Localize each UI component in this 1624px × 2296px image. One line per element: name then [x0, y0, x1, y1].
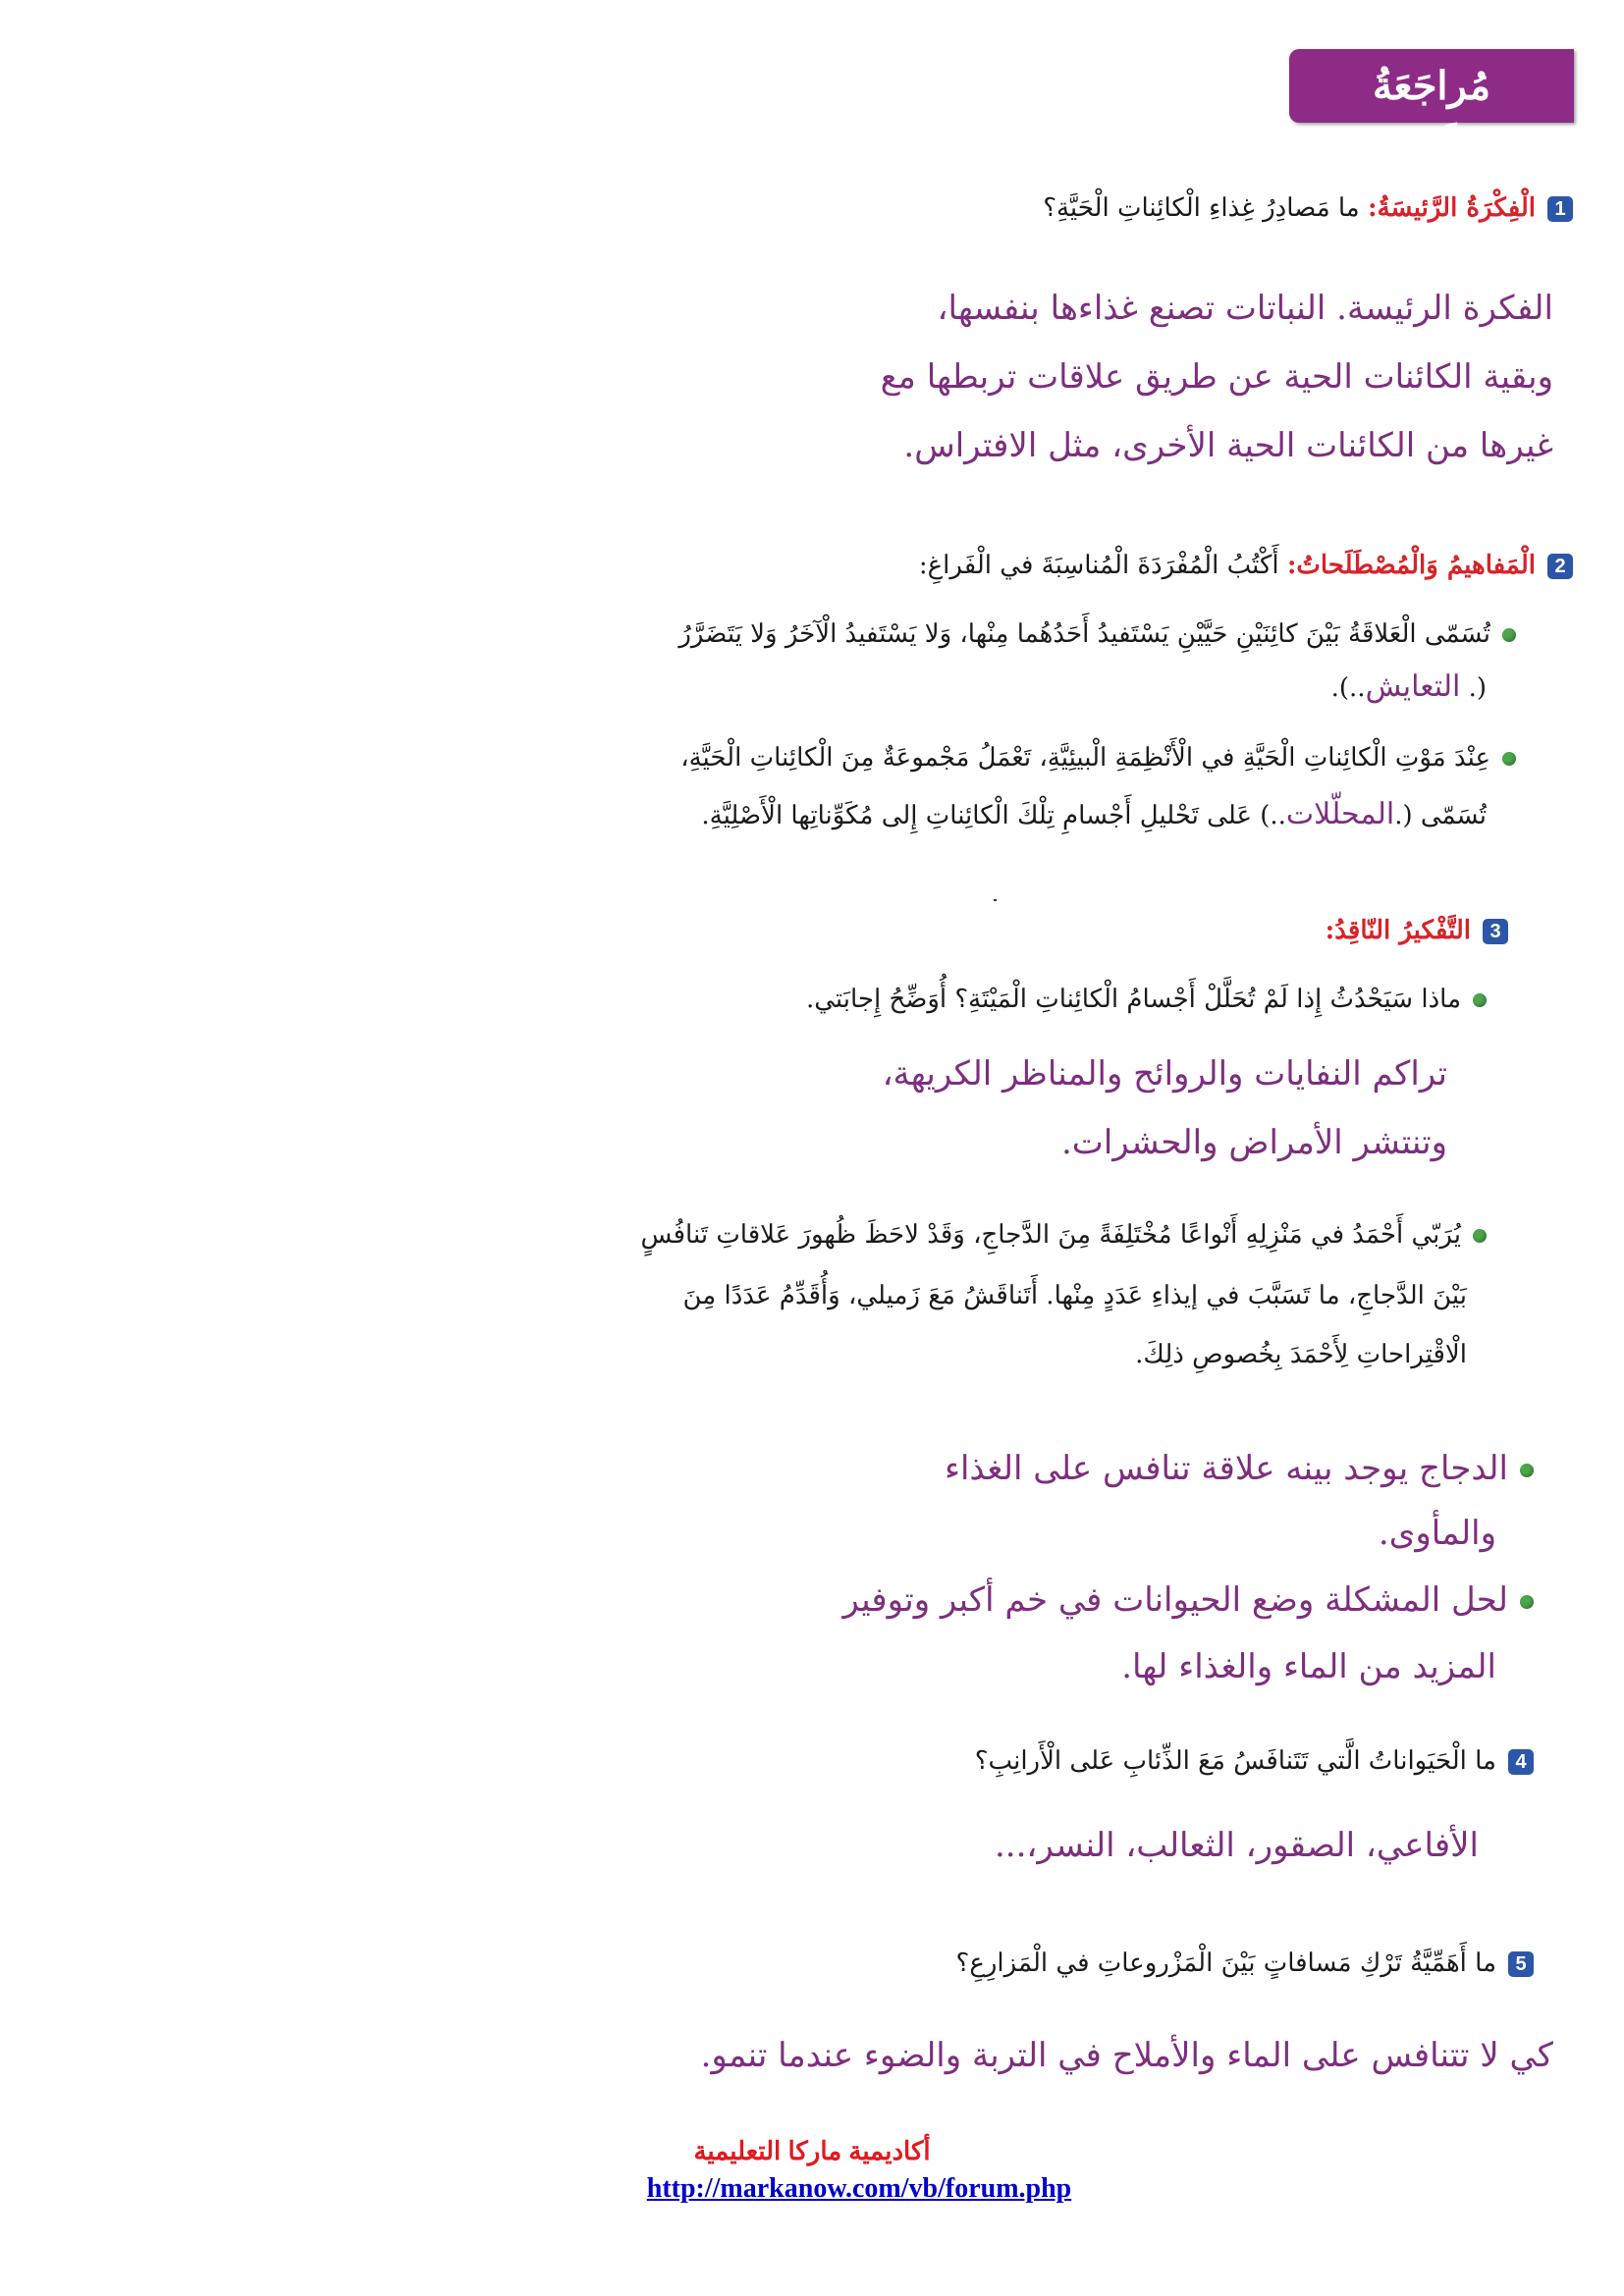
- question-number-badge: 2: [1547, 554, 1573, 579]
- answer-line: تراكم النفايات والروائح والمناظر الكريهة،: [882, 1054, 1447, 1094]
- answer-line: الفكرة الرئيسة. النباتات تصنع غذاءها بنفسها،: [937, 289, 1553, 328]
- stray-mark: [994, 899, 997, 901]
- bullet-icon: [1473, 1229, 1487, 1243]
- bullet-icon: [1520, 1464, 1534, 1477]
- item-text: عِنْدَ مَوْتِ الْكائِناتِ الْحَيَّةِ في الْأَنْظِمَةِ الْبيئِيَّةِ، تَعْمَلُ مَجْموعَةٌ مِنَ الْكائِناتِ الْحَيَّةِ،: [680, 743, 1490, 773]
- fill-answer: المحلّلات: [1285, 797, 1395, 831]
- bullet-icon: [1502, 752, 1516, 766]
- question-5: [956, 1942, 1534, 1985]
- fill-pre: تُسَمّى (.: [1394, 801, 1487, 830]
- fill-post: ..) عَلى تَحْليلِ أَجْسامِ تِلْكَ الْكائِناتِ إِلى مُكَوِّناتِها الْأَصْلِيَّةِ.: [701, 801, 1286, 830]
- answer-text: الدجاج يوجد بينه علاقة تنافس على الغذاء: [944, 1449, 1508, 1488]
- answer-item: [842, 1567, 1534, 1633]
- question-label: التَّفْكيرُ النّاقِدُ:: [1325, 916, 1471, 945]
- bullet-icon: [1502, 628, 1516, 642]
- question-text: ما الْحَيَواناتُ الَّتي تَتَنافَسُ مَعَ الذِّئابِ عَلى الْأَرانِبِ؟: [974, 1746, 1496, 1776]
- critical-item: [640, 1213, 1487, 1256]
- bullet-icon: [1520, 1595, 1534, 1609]
- bullet-icon: [1473, 993, 1487, 1007]
- question-text: ما أَهَمِّيَّةُ تَرْكِ مَسافاتٍ بَيْنَ الْمَزْروعاتِ في الْمَزارِعِ؟: [955, 1949, 1496, 1978]
- question-label: الْمَفاهيمُ وَالْمُصْطَلَحاتُ:: [1286, 551, 1536, 580]
- fill-answer: التعايش: [1365, 669, 1461, 704]
- fill-close: ..).: [1330, 673, 1366, 703]
- answer-line: وبقية الكائنات الحية عن طريق علاقات تربطها مع: [880, 357, 1553, 397]
- answer-line: غيرها من الكائنات الحية الأخرى، مثل الافتراس.: [903, 426, 1553, 465]
- fill-blank-line: [701, 793, 1487, 837]
- answer-line: الأفاعي، الصقور، الثعالب، النسر،...: [994, 1826, 1479, 1865]
- item-text-line: بَيْنَ الدَّجاجِ، ما تَسَبَّبَ في إيذاءِ عَدَدٍ مِنْها. أَتَناقَشُ مَعَ زَميلي، وَأُقَدِّمُ عَدَدًا مِنَ: [682, 1281, 1467, 1310]
- answer-item: [945, 1435, 1534, 1502]
- question-2: [919, 544, 1573, 587]
- item-text: تُسَمّى الْعَلاقَةُ بَيْنَ كائِنَيْنِ حَيَّيْنِ يَسْتَفيدُ أَحَدُهُما مِنْها، وَلا يَسْتَفيدُ الْآخَرُ وَلا يَتَضَرَّرُ: [678, 619, 1490, 649]
- question-number-badge: 3: [1483, 919, 1508, 944]
- question-3: [1326, 909, 1508, 952]
- question-text: ما مَصادِرُ غِذاءِ الْكائِناتِ الْحَيَّةِ؟: [1043, 193, 1360, 223]
- critical-item: [806, 978, 1487, 1021]
- question-label: الْفِكْرَةُ الرَّئيسَةُ:: [1368, 193, 1536, 223]
- answer-line: وتنتشر الأمراض والحشرات.: [1061, 1123, 1447, 1162]
- footer-link[interactable]: http://markanow.com/vb/forum.php: [646, 2173, 1072, 2204]
- fill-blank-line: [1331, 666, 1487, 710]
- question-text: أَكْتُبُ الْمُفْرَدَةَ الْمُناسِبَةَ في الْفَراغِ:: [918, 551, 1279, 580]
- question-4: [975, 1739, 1534, 1783]
- fill-blank-item: [678, 613, 1516, 656]
- answer-text: لحل المشكلة وضع الحيوانات في خم أكبر وتوفير: [842, 1580, 1508, 1620]
- item-text: يُرَبّي أَحْمَدُ في مَنْزِلِهِ أَنْواعًا مُخْتَلِفَةً مِنَ الدَّجاجِ، وَقَدْ لاحَظَ ظُهورَ عَلاقاتِ تَنافُسٍ: [640, 1220, 1461, 1250]
- question-number-badge: 4: [1508, 1749, 1534, 1775]
- fill-open: (.: [1468, 673, 1487, 703]
- fill-blank-item: [680, 736, 1516, 779]
- question-number-badge: 5: [1508, 1951, 1534, 1977]
- answer-line: والمأوى.: [1378, 1514, 1496, 1553]
- item-text-line: الْاقْتِراحاتِ لِأَحْمَدَ بِخُصوصِ ذلِكَ.: [1135, 1340, 1467, 1369]
- question-1: [1043, 187, 1573, 230]
- answer-line: المزيد من الماء والغذاء لها.: [1121, 1647, 1496, 1686]
- answer-line: كي لا تتنافس على الماء والأملاح في التربة والضوء عندما تنمو.: [700, 2036, 1553, 2075]
- question-number-badge: 1: [1547, 196, 1573, 222]
- footer-title: أكاديمية ماركا التعليمية: [693, 2136, 931, 2165]
- section-title: مُراجَعَةُ الدَّرْسِ: [1372, 63, 1491, 168]
- item-text: ماذا سَيَحْدُثُ إِذا لَمْ تُحَلَّلْ أَجْسامُ الْكائِناتِ الْمَيْتَةِ؟ أُوَضِّحُ إِجابَتي.: [805, 985, 1461, 1014]
